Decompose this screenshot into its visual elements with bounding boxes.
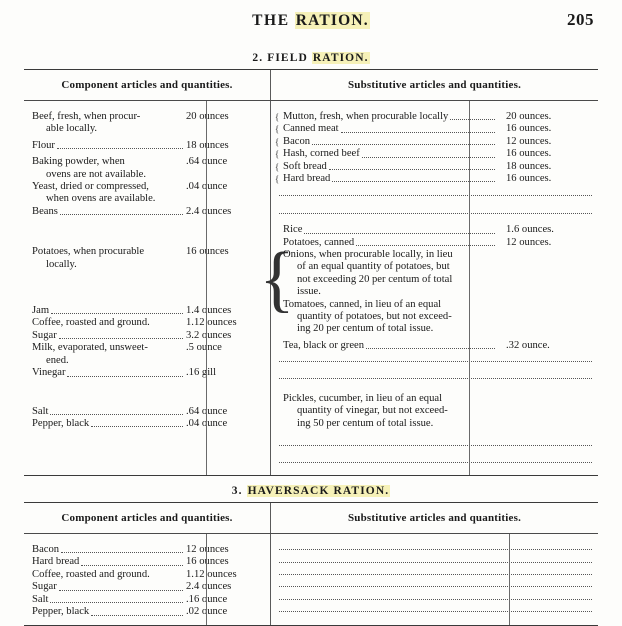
substitutive-article: Canned meat: [283, 123, 339, 135]
component-column: [24, 101, 270, 475]
dot-leader: [366, 348, 495, 349]
substitutive-article-cont: not exceeding 20 per centum of total: [297, 273, 453, 285]
page-number: 205: [567, 10, 594, 29]
table-row: [283, 161, 598, 173]
empty-dotted-row: [271, 373, 598, 385]
component-quantity: 1.12 ounces: [186, 317, 237, 329]
component-quantity: .5 ounce: [186, 342, 222, 354]
section-number: 3.: [231, 485, 243, 498]
substitutive-article-cont: of an equal quantity of potatoes, but: [297, 261, 450, 273]
dot-leader: [81, 565, 183, 566]
dot-leader: [362, 157, 495, 158]
dot-leader: [450, 119, 495, 120]
dot-leader: [279, 445, 592, 446]
component-article-text: Sugar: [32, 581, 57, 593]
dot-leader: [67, 376, 183, 377]
dot-leader: [279, 378, 592, 379]
component-article-text: Pepper, black: [32, 606, 90, 618]
table-rule-bottom: [24, 475, 598, 476]
table-rule-bottom: [24, 625, 598, 626]
substitutive-article-block: [283, 393, 496, 430]
table-row: [283, 111, 598, 123]
haversack-ration-table: [24, 502, 598, 625]
substitutive-article: Tomatoes, canned, in lieu of an equal: [283, 298, 442, 310]
table-row: [24, 317, 270, 329]
table-row: [283, 224, 598, 236]
substitutive-group: [259, 224, 598, 336]
substitutive-article: Pickles, cucumber, in lieu of an equal: [283, 393, 443, 405]
component-quantity: 2.4 ounces: [186, 581, 232, 593]
component-quantity: 16 ounces: [186, 246, 229, 258]
substitutive-article-cont: ing 50 per centum of total issue.: [297, 417, 434, 429]
table-row: [283, 136, 598, 148]
component-quantity: .04 ounce: [186, 417, 228, 429]
dot-leader: [279, 611, 592, 612]
substitutive-quantity: 12 ounces.: [506, 236, 552, 248]
table-row: [24, 111, 270, 136]
table-row: [24, 606, 270, 618]
component-quantity: 18 ounces: [186, 139, 229, 151]
component-article-text: Coffee, roasted and ground.: [32, 317, 150, 329]
substitutive-group: [271, 393, 598, 430]
substitutive-quantity: 20 ounces.: [506, 111, 552, 122]
component-article-cont: ovens are not available.: [46, 168, 147, 180]
section-caption-field: [0, 52, 622, 64]
substitutive-column: [259, 101, 598, 475]
dot-leader: [91, 615, 183, 616]
dot-leader: [59, 338, 183, 339]
substitutive-quantity: 18 ounces.: [506, 160, 552, 172]
dot-leader: [60, 214, 183, 215]
component-quantity: .16 ounce: [186, 593, 228, 605]
component-article-cont: able locally.: [46, 123, 98, 135]
table-column-headers: [24, 503, 598, 533]
substitutive-article: Hard bread: [283, 173, 331, 185]
table-row: [24, 181, 270, 206]
table-row: [24, 569, 270, 581]
empty-dotted-row: [271, 457, 598, 469]
section-caption-haversack: [0, 485, 622, 497]
component-qty-divider: [206, 534, 207, 624]
component-quantity: .64 ounce: [186, 405, 228, 417]
table-row: [283, 173, 598, 185]
table-row: [24, 140, 270, 152]
page-title-highlight: RATION.: [295, 12, 369, 29]
column-header-component: Component articles and quantities.: [61, 79, 233, 91]
component-article: [24, 111, 184, 136]
dot-leader: [356, 245, 495, 246]
empty-dotted-row: [271, 189, 598, 201]
component-article-cont: locally.: [46, 258, 77, 270]
component-column: [24, 534, 270, 624]
substitutive-article: Onions, when procurable locally, in lieu: [283, 249, 453, 261]
substitutive-quantity: .32 ounce.: [506, 339, 550, 351]
dot-leader: [332, 181, 495, 182]
dot-leader: [329, 169, 495, 170]
substitutive-qty-divider: [509, 534, 510, 624]
table-row: [283, 249, 598, 299]
component-article-cont: ened.: [46, 354, 69, 366]
component-article-text: Sugar: [32, 329, 57, 341]
table-row: [24, 544, 270, 556]
column-header-substitutive: Substitutive articles and quantities.: [347, 79, 522, 91]
section-caption-highlight: HAVERSACK RATION.: [247, 485, 390, 498]
component-article-text: Flour: [32, 139, 55, 151]
table-row: [283, 340, 598, 352]
table-row: [24, 305, 270, 317]
dot-leader: [51, 313, 183, 314]
component-article-text: Yeast, dried or compressed,: [32, 181, 149, 193]
component-quantity: 16 ounces: [186, 556, 229, 568]
table-row: [24, 406, 270, 418]
dot-leader: [279, 599, 592, 600]
substitutive-article: Tea, black or green: [283, 339, 365, 351]
substitutive-quantity: 16 ounces.: [506, 148, 552, 160]
component-quantity: .16 gill: [186, 367, 217, 379]
component-quantity: 3.2 ounces: [186, 329, 232, 341]
dot-leader: [61, 552, 183, 553]
substitutive-group: [271, 356, 598, 385]
component-article-text: Potatoes, when procurable: [32, 246, 145, 258]
component-article-text: Coffee, roasted and ground.: [32, 568, 150, 580]
field-ration-table: [24, 69, 598, 476]
empty-dotted-row: [271, 556, 598, 568]
page-title: [0, 12, 622, 30]
substitutive-article: Soft bread: [283, 160, 327, 172]
dot-leader: [50, 414, 183, 415]
dot-leader: [304, 233, 495, 234]
component-article: [24, 342, 184, 367]
dot-leader: [59, 590, 183, 591]
table-row: [283, 123, 598, 135]
component-quantity: 1.4 ounces: [186, 305, 232, 317]
empty-dotted-row: [271, 606, 598, 618]
component-article-text: Beef, fresh, when procur-: [32, 111, 141, 122]
document-page: [0, 10, 622, 618]
substitutive-article: Rice: [283, 224, 303, 236]
substitutive-column: [270, 534, 598, 624]
component-quantity: 20 ounces: [186, 111, 229, 122]
substitutive-group: [271, 340, 598, 352]
table-row: [24, 206, 270, 218]
substitutive-article: Bacon: [283, 135, 311, 147]
empty-dotted-row: [271, 208, 598, 220]
dot-leader: [279, 562, 592, 563]
dot-leader: [279, 574, 592, 575]
substitutive-group: [271, 111, 598, 185]
table-row: [283, 148, 598, 160]
component-article-text: Salt: [32, 593, 49, 605]
substitutive-article-cont: quantity of vinegar, but not exceed-: [297, 405, 448, 417]
component-article-text: Hard bread: [32, 556, 80, 568]
component-article-text: Bacon: [32, 544, 60, 556]
dot-leader: [279, 549, 592, 550]
empty-dotted-row: [271, 544, 598, 556]
substitutive-quantity: 12 ounces.: [506, 135, 552, 147]
dot-leader: [279, 195, 592, 196]
dot-leader: [279, 462, 592, 463]
column-header-substitutive: Substitutive articles and quantities.: [347, 512, 522, 525]
table-row: [24, 367, 270, 379]
dot-leader: [341, 132, 495, 133]
component-quantity: 12 ounces: [186, 544, 229, 556]
component-article: [24, 181, 184, 206]
component-quantity: 1.12 ounces: [186, 568, 237, 580]
brace-left: { { { { { {: [274, 112, 280, 185]
table-row: [24, 581, 270, 593]
table-row: [24, 342, 270, 367]
table-row: [24, 156, 270, 181]
substitutive-article: Potatoes, canned: [283, 236, 355, 248]
empty-dotted-row: [271, 594, 598, 606]
table-row: [24, 246, 270, 271]
page-title-plain: THE: [252, 12, 290, 29]
substitutive-quantity: 1.6 ounces.: [506, 224, 554, 236]
field-ration-body: [24, 101, 598, 475]
component-article-text: Milk, evaporated, unsweet-: [32, 342, 148, 354]
component-article-text: Pepper, black: [32, 417, 90, 429]
component-article-text: Beans: [32, 205, 58, 217]
brace-left: {: [259, 238, 295, 321]
component-article-text: Vinegar: [32, 367, 66, 379]
empty-dotted-row: [271, 440, 598, 452]
substitutive-article-cont: ing 20 per centum of total issue.: [297, 323, 434, 335]
substitutive-article: Hash, corned beef: [283, 148, 360, 160]
component-article-text: Jam: [32, 305, 50, 317]
dot-leader: [50, 602, 183, 603]
substitutive-article-block: [283, 249, 496, 299]
substitutive-article-cont: quantity of potatoes, but not exceed-: [297, 311, 452, 323]
component-quantity: .64 ounce: [186, 156, 228, 168]
dot-leader: [91, 426, 183, 427]
substitutive-article-cont: issue.: [297, 286, 321, 298]
dot-leader: [312, 144, 495, 145]
empty-dotted-row: [271, 356, 598, 368]
dot-leader: [279, 361, 592, 362]
table-row: [283, 393, 598, 430]
table-row: [283, 299, 598, 336]
column-header-component: Component articles and quantities.: [61, 512, 233, 525]
empty-dotted-row: [271, 569, 598, 581]
substitutive-article: Mutton, fresh, when procurable locally: [283, 111, 449, 122]
component-article-cont: when ovens are available.: [46, 193, 156, 205]
component-qty-divider: [206, 101, 207, 475]
table-row: [24, 594, 270, 606]
component-article: [24, 156, 184, 181]
substitutive-quantity: 16 ounces.: [506, 123, 552, 135]
table-column-headers: [24, 70, 598, 100]
table-row: [24, 330, 270, 342]
component-article-text: Baking powder, when: [32, 156, 125, 168]
haversack-ration-body: [24, 534, 598, 624]
brace-spacer: [271, 393, 283, 430]
substitutive-quantity: 16 ounces.: [506, 173, 552, 185]
section-caption-highlight: RATION.: [312, 52, 369, 64]
brace-spacer: [271, 340, 283, 352]
dot-leader: [279, 586, 592, 587]
table-row: [24, 556, 270, 568]
component-quantity: .04 ounce: [186, 181, 228, 193]
component-quantity: 2.4 ounces: [186, 205, 232, 217]
dot-leader: [57, 148, 183, 149]
component-article: [24, 246, 184, 271]
substitutive-article-block: [283, 299, 496, 336]
component-quantity: .02 ounce: [186, 606, 228, 618]
running-head: [0, 12, 622, 46]
section-caption-plain: FIELD: [267, 52, 308, 64]
table-row: [283, 237, 598, 249]
section-number: 2.: [252, 52, 264, 64]
substitutive-group: [271, 189, 598, 220]
component-article-text: Salt: [32, 405, 49, 417]
dot-leader: [279, 213, 592, 214]
empty-dotted-row: [271, 581, 598, 593]
table-row: [24, 418, 270, 430]
